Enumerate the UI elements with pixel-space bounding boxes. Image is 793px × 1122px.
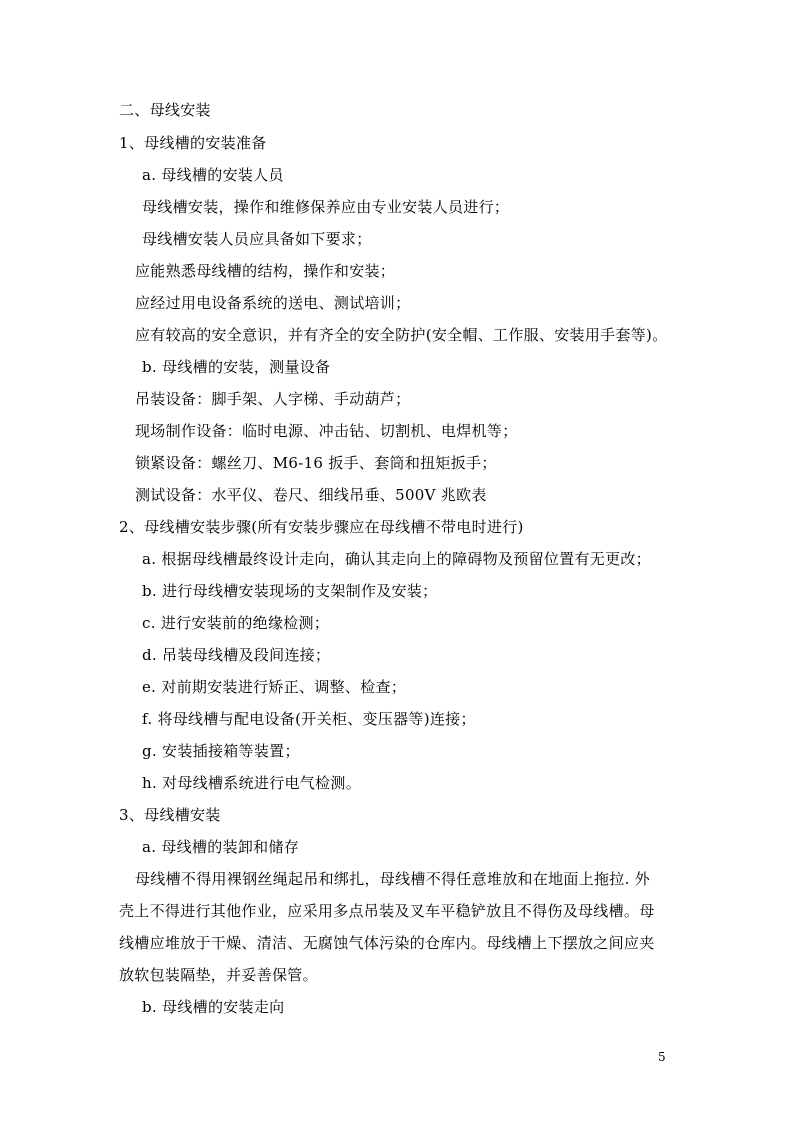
subsection-heading: 3、母线槽安装 [119,806,221,824]
list-item: b. 母线槽的安装，测量设备 [142,358,331,376]
list-item: h. 对母线槽系统进行电气检测。 [142,774,361,792]
body-text-line: 测试设备：水平仪、卷尺、细线吊垂、500V 兆欧表 [135,486,487,504]
paragraph-line: 母线槽不得用裸钢丝绳起吊和绑扎，母线槽不得任意堆放和在地面上拖拉. 外 [135,870,651,888]
paragraph-line: 线槽应堆放于干燥、清洁、无腐蚀气体污染的仓库内。母线槽上下摆放之间应夹 [119,934,655,952]
list-item: a. 根据母线槽最终设计走向，确认其走向上的障碍物及预留位置有无更改； [142,550,651,568]
section-heading: 二、母线安装 [119,101,211,119]
body-text-line: 锁紧设备：螺丝刀、M6-16 扳手、套筒和扭矩扳手； [135,454,497,472]
body-text-line: 母线槽安装，操作和维修保养应由专业安装人员进行； [142,198,510,216]
page-number: 5 [658,1050,666,1064]
list-item: e. 对前期安装进行矫正、调整、检查； [142,678,407,696]
paragraph-line: 壳上不得进行其他作业，应采用多点吊装及叉车平稳铲放且不得伤及母线槽。母 [119,902,655,920]
list-item: b. 母线槽的安装走向 [142,998,285,1016]
body-text-line: 母线槽安装人员应具备如下要求； [142,230,372,248]
list-item: b. 进行母线槽安装现场的支架制作及安装； [142,582,438,600]
body-text-line: 应有较高的安全意识，并有齐全的安全防护(安全帽、工作服、安装用手套等)。 [135,326,668,344]
list-item: f. 将母线槽与配电设备(开关柜、变压器等)连接； [142,710,476,728]
body-text-line: 吊装设备：脚手架、人字梯、手动葫芦； [135,390,411,408]
subsection-heading: 2、母线槽安装步骤(所有安装步骤应在母线槽不带电时进行) [119,518,524,536]
list-item: a. 母线槽的安装人员 [142,166,284,184]
body-text-line: 应经过用电设备系统的送电、测试培训； [135,294,411,312]
subsection-heading: 1、母线槽的安装准备 [119,134,267,152]
body-text-line: 现场制作设备：临时电源、冲击钻、切割机、电焊机等； [135,422,518,440]
body-text-line: 应能熟悉母线槽的结构，操作和安装； [135,262,396,280]
paragraph-line: 放软包装隔垫，并妥善保管。 [119,966,318,984]
list-item: c. 进行安装前的绝缘检测； [142,614,330,632]
list-item: d. 吊装母线槽及段间连接； [142,646,331,664]
list-item: a. 母线槽的装卸和储存 [142,838,300,856]
list-item: g. 安装插接箱等装置； [142,742,300,760]
